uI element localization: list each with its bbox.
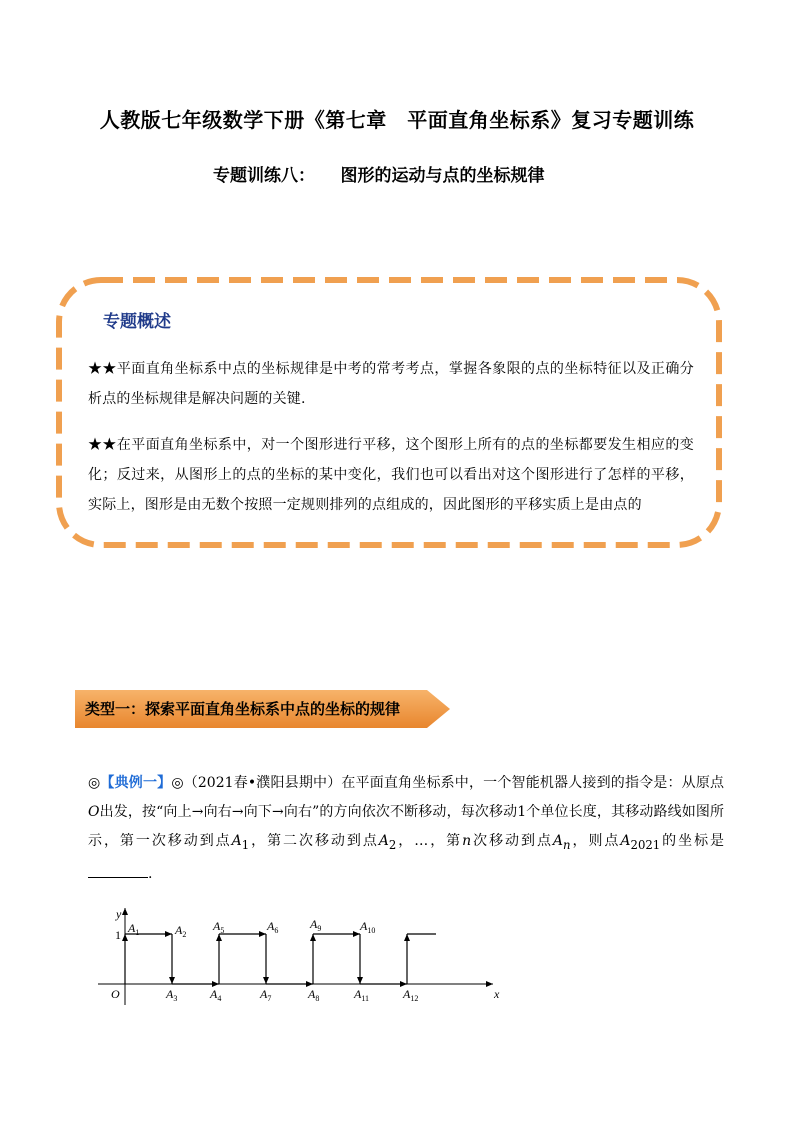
x-axis-arrow-icon [486, 981, 493, 987]
point-a2021-subscript: 2021 [630, 837, 661, 852]
point-a2021-symbol: A [620, 833, 631, 849]
page-subtitle: 专题训练八： 图形的运动与点的坐标规律 [213, 166, 545, 186]
answer-blank [88, 863, 148, 878]
example-tag: 【典例一】 [100, 775, 172, 791]
label-a3: $A_3$ [166, 987, 178, 1003]
label-a6: $A_6$ [267, 919, 279, 935]
n-symbol: n [462, 833, 472, 849]
point-a2-symbol: A [378, 833, 389, 849]
point-a1-symbol: A [231, 833, 242, 849]
example-text-sep1: ，第二次移动到点 [249, 833, 379, 849]
type-banner [75, 690, 451, 728]
label-a1: $A_1$ [128, 921, 140, 937]
path-figure [88, 900, 508, 1014]
point-an-subscript: n [563, 837, 571, 852]
example-text-before: ◎（2021春•濮阳县期中）在平面直角坐标系中，一个智能机器人接到的指令是：从原点 [171, 775, 725, 791]
example-text-sep2: ，…，第 [396, 833, 463, 849]
label-a10: $A_{10}$ [360, 919, 376, 935]
point-a1-subscript: 1 [241, 837, 250, 852]
label-a8: $A_8$ [308, 987, 320, 1003]
example-text-end: 的坐标是 [660, 833, 725, 849]
page-title: 人教版七年级数学下册《第七章 平面直角坐标系》复习专题训练 [99, 108, 695, 132]
example-text-mid: 出发，按“向上→向右→向下→向右”的方向依次不断移动，每次移动1个单位长度，其移动路线如图所示，第一次移动到点 [88, 804, 724, 849]
example-marker: ◎ [88, 775, 101, 791]
x-axis-label: x [494, 987, 500, 1001]
y-tick-label: 1 [115, 928, 121, 942]
example-period: . [148, 865, 153, 882]
example-paragraph [88, 769, 724, 889]
label-a2: $A_2$ [175, 923, 187, 939]
y-axis-label: y [116, 907, 122, 921]
robot-path [125, 934, 436, 984]
example-text-sep4: ，则点 [570, 833, 621, 849]
type-banner-label: 类型一：探索平面直角坐标系中点的坐标的规律 [85, 700, 401, 718]
overview-paragraph-1: ★★平面直角坐标系中点的坐标规律是中考的常考考点，掌握各象限的点的坐标特征以及正确分析点的坐标规律是解决问题的关键. [88, 361, 694, 407]
overview-box [55, 276, 723, 549]
label-a4: $A_4$ [210, 987, 222, 1003]
point-an-symbol: A [552, 833, 564, 849]
label-a9: $A_9$ [310, 917, 322, 933]
origin-label: O [111, 987, 120, 1001]
label-a12: $A_{12}$ [403, 987, 419, 1003]
label-a7: $A_7$ [260, 987, 272, 1003]
point-a2-subscript: 2 [388, 837, 397, 852]
label-a5: $A_5$ [213, 919, 225, 935]
example-text-sep3: 次移动到点 [471, 833, 553, 849]
y-axis-arrow-icon [122, 908, 128, 915]
path-figure-svg [88, 900, 508, 1010]
overview-paragraph-2: ★★在平面直角坐标系中，对一个图形进行平移，这个图形上所有的点的坐标都要发生相应的变化；反过来，从图形上的点的坐标的某中变化，我们也可以看出对这个图形进行了怎样的平移，实际上，图形是由无数个按照一定规则排列的点组成的，因此图形的平移实质上是由点的 [88, 437, 694, 513]
label-a11: $A_{11}$ [354, 987, 370, 1003]
overview-heading: 专题概述 [103, 312, 171, 332]
origin-symbol: O [88, 804, 100, 820]
